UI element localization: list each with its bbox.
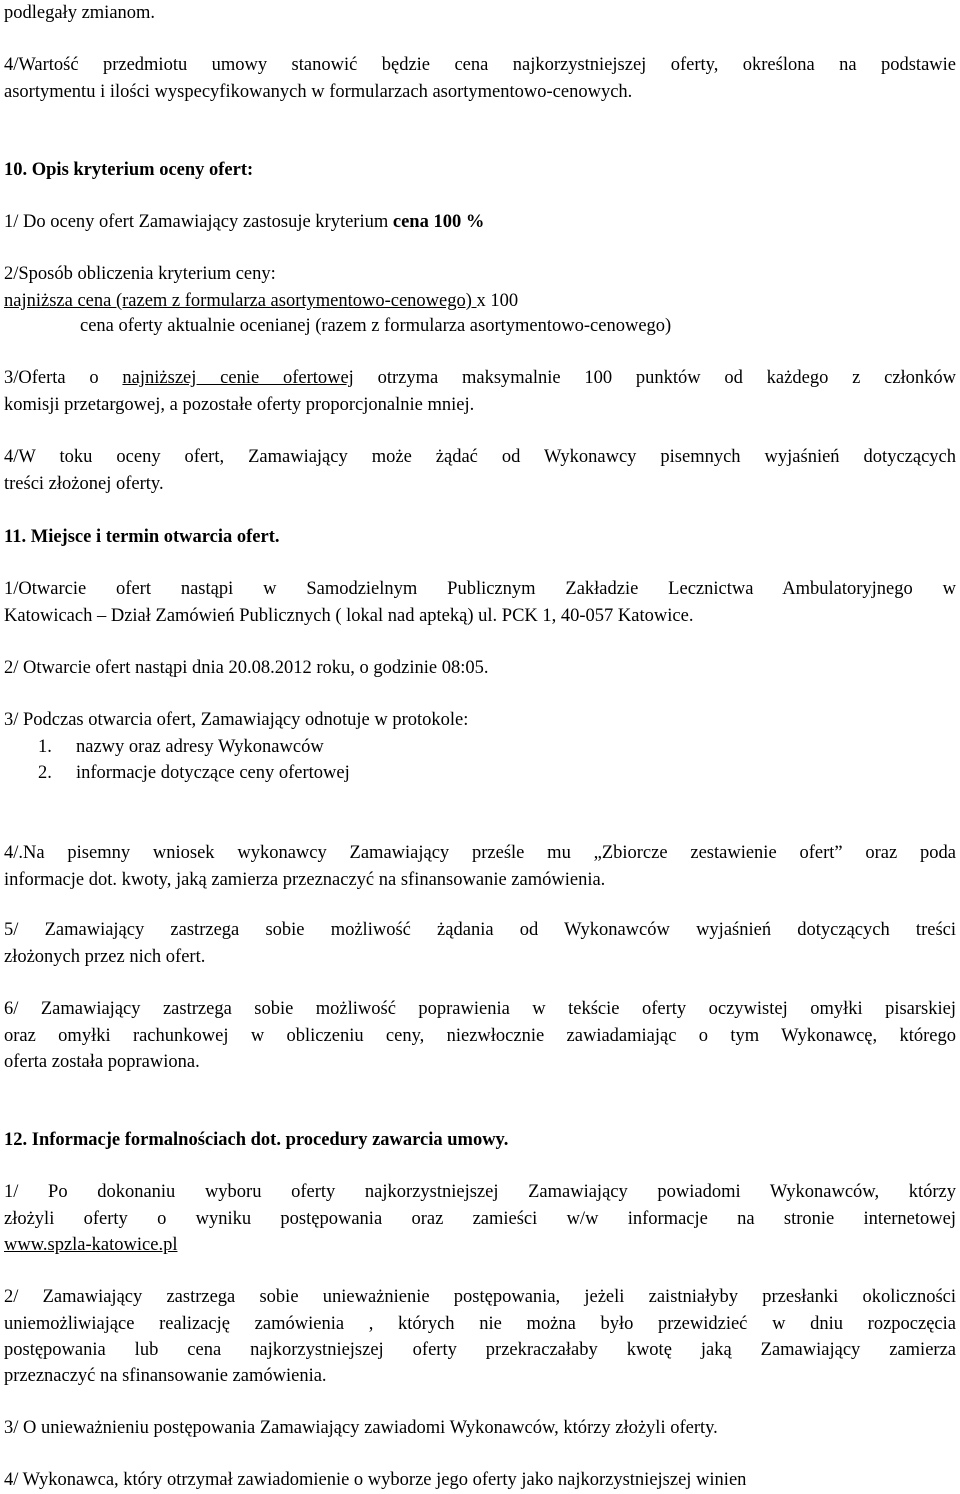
- text-line: treści złożonej oferty.: [4, 474, 164, 494]
- text-line: [4, 209, 484, 236]
- text-line: 6/ Zamawiający zastrzega sobie możliwość poprawienia w tekście oferty oczywistej omyłki pisarskiej: [4, 999, 956, 1019]
- text-line: 1/ Po dokonaniu wyboru oferty najkorzystniejszej Zamawiający powiadomi Wykonawców, którzy: [4, 1182, 956, 1202]
- text-line: komisji przetargowej, a pozostałe oferty proporcjonalnie mniej.: [4, 395, 475, 415]
- formula-multiplier: x 100: [476, 291, 519, 311]
- section-heading-10: 10. Opis kryterium oceny ofert:: [4, 160, 254, 180]
- text-line: podlegały zmianom.: [4, 3, 156, 23]
- text-line: postępowania lub cena najkorzystniejszej oferty przekraczałaby kwotę jaką Zamawiający zamierza: [4, 1340, 956, 1360]
- text-line: 1/Otwarcie ofert nastąpi w Samodzielnym Publicznym Zakładzie Lecznictwa Ambulatoryjnego w: [4, 579, 956, 599]
- text-line: 3/ O unieważnieniu postępowania Zamawiający zawiadomi Wykonawców, którzy złożyli oferty.: [4, 1418, 718, 1438]
- text-line: Katowicach – Dział Zamówień Publicznych ( lokal nad apteką) ul. PCK 1, 40-057 Katowice.: [4, 606, 694, 626]
- text-line: [4, 1232, 177, 1259]
- text-span: 1/ Do oceny ofert Zamawiający zastosuje kryterium: [4, 212, 393, 232]
- text-line: oraz omyłki rachunkowej w obliczeniu ceny, niezwłocznie zawiadamiając o tym Wykonawcę, którego: [4, 1026, 956, 1046]
- list-number: 2.: [38, 763, 52, 783]
- text-span: otrzyma maksymalnie 100 punktów od każdego z członków: [353, 368, 956, 388]
- list-number: 1.: [38, 737, 52, 757]
- text-line: przeznaczyć na sfinansowanie zamówienia.: [4, 1366, 327, 1386]
- section-heading-11: 11. Miejsce i termin otwarcia ofert.: [4, 527, 280, 547]
- text-line: 4/.Na pisemny wniosek wykonawcy Zamawiający prześle mu „Zbiorcze zestawienie ofert” oraz poda: [4, 843, 956, 863]
- text-line: złożonych przez nich ofert.: [4, 947, 206, 967]
- text-line: 3/ Podczas otwarcia ofert, Zamawiający odnotuje w protokole:: [4, 710, 469, 730]
- text-line: oferta została poprawiona.: [4, 1052, 200, 1072]
- website-link[interactable]: www.spzla-katowice.pl: [4, 1235, 178, 1255]
- text-line: uniemożliwiające realizację zamówienia , których nie można było przewidzieć w dniu rozpoczęcia: [4, 1314, 956, 1334]
- text-line: [4, 365, 956, 392]
- underlined-text: najniższej cenie ofertowej: [122, 368, 354, 388]
- list-item: informacje dotyczące ceny ofertowej: [76, 763, 350, 783]
- text-line: 2/ Otwarcie ofert nastąpi dnia 20.08.2012 roku, o godzinie 08:05.: [4, 658, 489, 678]
- formula-numerator-text: najniższa cena (razem z formularza asortymentowo-cenowego): [4, 291, 477, 311]
- text-line: 4/Wartość przedmiotu umowy stanowić będzie cena najkorzystniejszej oferty, określona na podstawie: [4, 55, 956, 75]
- text-line: 5/ Zamawiający zastrzega sobie możliwość żądania od Wykonawców wyjaśnień dotyczących treści: [4, 920, 956, 940]
- text-line: 4/ Wykonawca, który otrzymał zawiadomienie o wyborze jego oferty jako najkorzystniejszej winien: [4, 1470, 747, 1490]
- text-line: złożyli oferty o wyniku postępowania oraz zamieści w/w informacje na stronie internetowej: [4, 1209, 956, 1229]
- text-line: 4/W toku oceny ofert, Zamawiający może żądać od Wykonawcy pisemnych wyjaśnień dotyczących: [4, 447, 956, 467]
- formula-numerator: [4, 288, 518, 315]
- text-line: 2/ Zamawiający zastrzega sobie unieważnienie postępowania, jeżeli zaistniałyby przesłanki okoliczności: [4, 1287, 956, 1307]
- text-line: asortymentu i ilości wyspecyfikowanych w formularzach asortymentowo-cenowych.: [4, 82, 633, 102]
- criterion-value: cena 100 %: [392, 212, 485, 232]
- list-item: nazwy oraz adresy Wykonawców: [76, 737, 324, 757]
- section-heading-12: 12. Informacje formalnościach dot. procedury zawarcia umowy.: [4, 1130, 509, 1150]
- text-line: 2/Sposób obliczenia kryterium ceny:: [4, 264, 276, 284]
- formula-denominator: cena oferty aktualnie ocenianej (razem z formularza asortymentowo-cenowego): [80, 316, 672, 336]
- text-line: informacje dot. kwoty, jaką zamierza przeznaczyć na sfinansowanie zamówienia.: [4, 870, 606, 890]
- text-span: 3/Oferta o: [4, 368, 123, 388]
